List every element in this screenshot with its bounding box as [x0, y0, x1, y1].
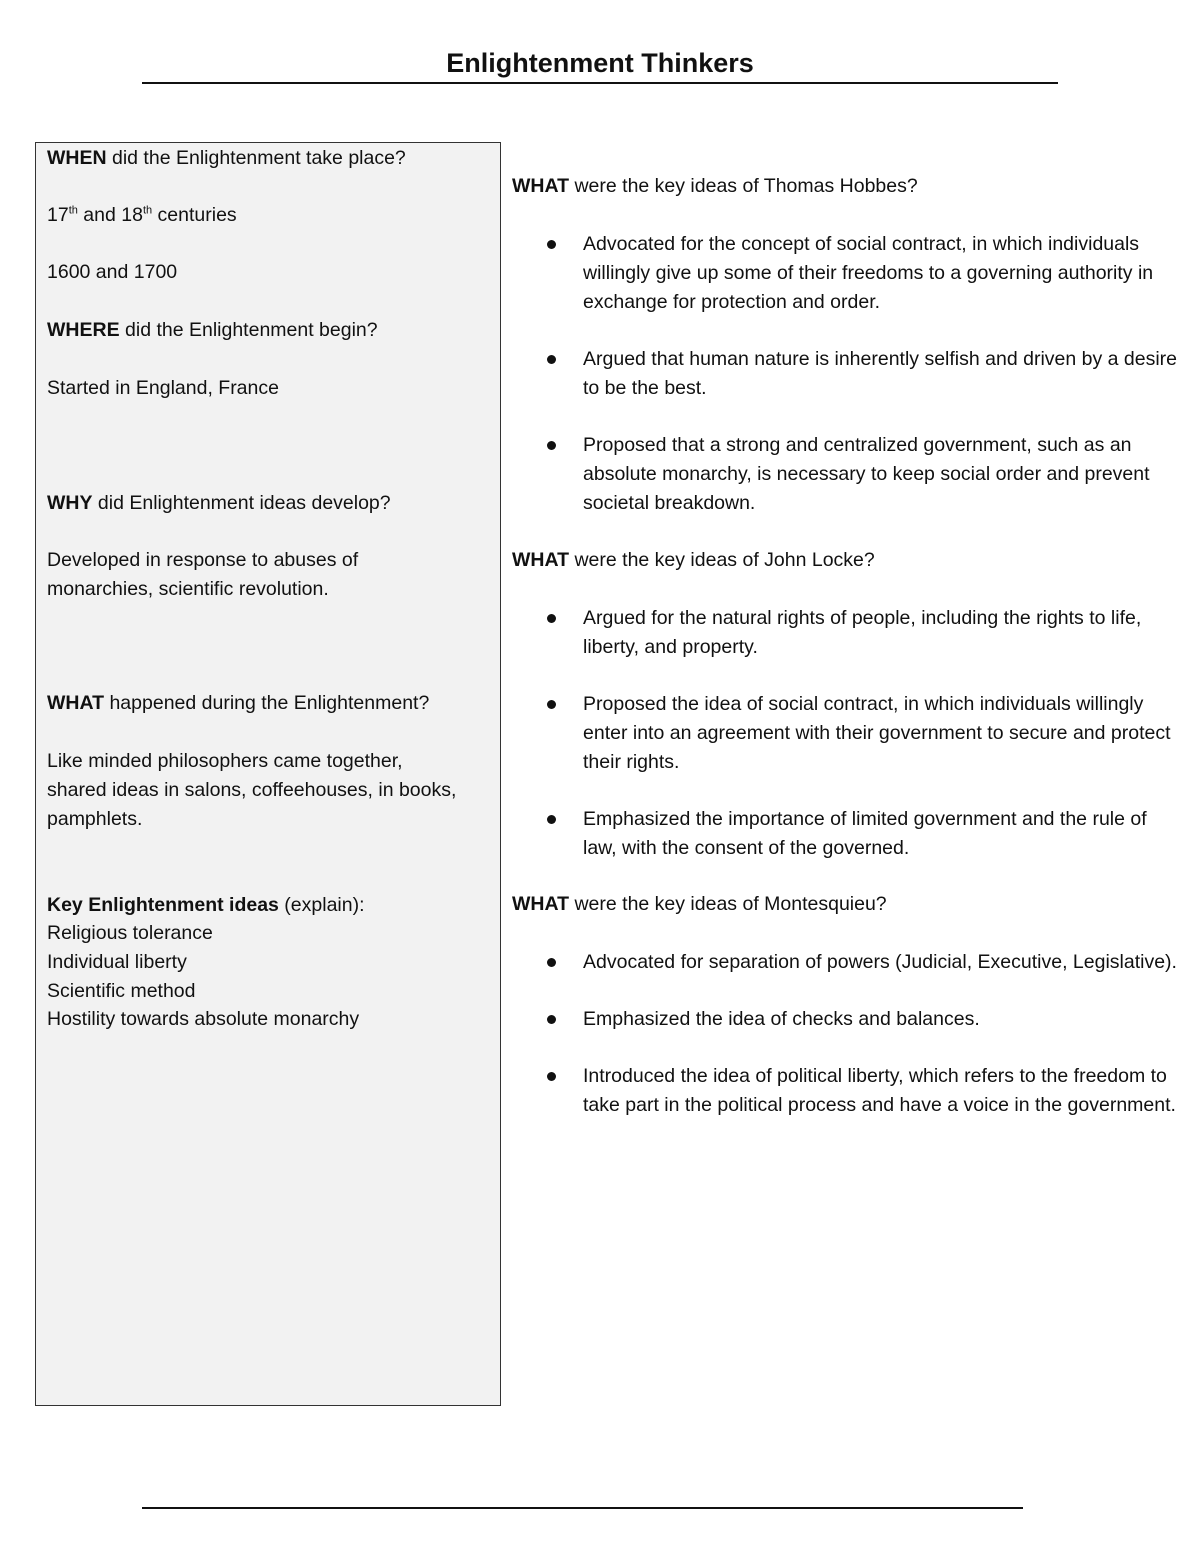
what-question: WHAT happened during the Enlightenment?	[47, 692, 430, 714]
what-answer-line: shared ideas in salons, coffeehouses, in books,	[47, 779, 457, 801]
hobbes-bullet-list	[512, 230, 1183, 518]
bullet-icon	[547, 614, 556, 623]
montesquieu-question: WHAT were the key ideas of Montesquieu?	[512, 893, 887, 915]
locke-question: WHAT were the key ideas of John Locke?	[512, 549, 875, 571]
list-item: Argued that human nature is inherently selfish and driven by a desire to be the best.	[512, 345, 1183, 403]
list-item: Proposed the idea of social contract, in which individuals willingly enter into an agreement with their government to secure and protect their rights.	[512, 690, 1183, 777]
title-underline	[142, 82, 1058, 84]
locke-bullet-list	[512, 604, 1183, 863]
left-info-box	[35, 142, 501, 1406]
key-idea-item: Scientific method	[47, 980, 196, 1002]
why-answer-line: Developed in response to abuses of	[47, 549, 359, 571]
bullet-icon	[547, 1015, 556, 1024]
bullet-icon	[547, 1072, 556, 1081]
where-question: WHERE did the Enlightenment begin?	[47, 319, 378, 341]
list-item: Advocated for separation of powers (Judicial, Executive, Legislative).	[512, 948, 1183, 977]
bullet-icon	[547, 815, 556, 824]
hobbes-question: WHAT were the key ideas of Thomas Hobbes?	[512, 175, 918, 197]
why-answer-line: monarchies, scientific revolution.	[47, 578, 329, 600]
why-question: WHY did Enlightenment ideas develop?	[47, 492, 391, 514]
what-answer-line: Like minded philosophers came together,	[47, 750, 403, 772]
page-title: Enlightenment Thinkers	[446, 48, 754, 78]
footer-rule	[142, 1507, 1023, 1509]
key-ideas-heading: Key Enlightenment ideas (explain):	[47, 894, 365, 916]
key-idea-item: Individual liberty	[47, 951, 187, 973]
list-item: Proposed that a strong and centralized government, such as an absolute monarchy, is necessary to keep social order and prevent societal breakdown.	[512, 431, 1183, 518]
list-item: Emphasized the idea of checks and balances.	[512, 1005, 1183, 1034]
key-idea-item: Hostility towards absolute monarchy	[47, 1008, 360, 1030]
bullet-icon	[547, 240, 556, 249]
list-item: Introduced the idea of political liberty, which refers to the freedom to take part in the political process and have a voice in the government.	[512, 1062, 1183, 1120]
list-item: Emphasized the importance of limited government and the rule of law, with the consent of the governed.	[512, 805, 1183, 863]
where-answer: Started in England, France	[47, 377, 279, 399]
when-answer-centuries: 17th and 18th centuries	[47, 204, 237, 226]
when-answer-years: 1600 and 1700	[47, 261, 178, 283]
bullet-icon	[547, 700, 556, 709]
list-item: Argued for the natural rights of people, including the rights to life, liberty, and property.	[512, 604, 1183, 662]
montesquieu-bullet-list	[512, 948, 1183, 1120]
bullet-icon	[547, 958, 556, 967]
what-answer-line: pamphlets.	[47, 808, 143, 830]
bullet-icon	[547, 355, 556, 364]
when-question: WHEN did the Enlightenment take place?	[47, 147, 406, 169]
bullet-icon	[547, 441, 556, 450]
key-idea-item: Religious tolerance	[47, 922, 213, 944]
list-item: Advocated for the concept of social contract, in which individuals willingly give up some of their freedoms to a governing authority in exchange for protection and order.	[512, 230, 1183, 317]
